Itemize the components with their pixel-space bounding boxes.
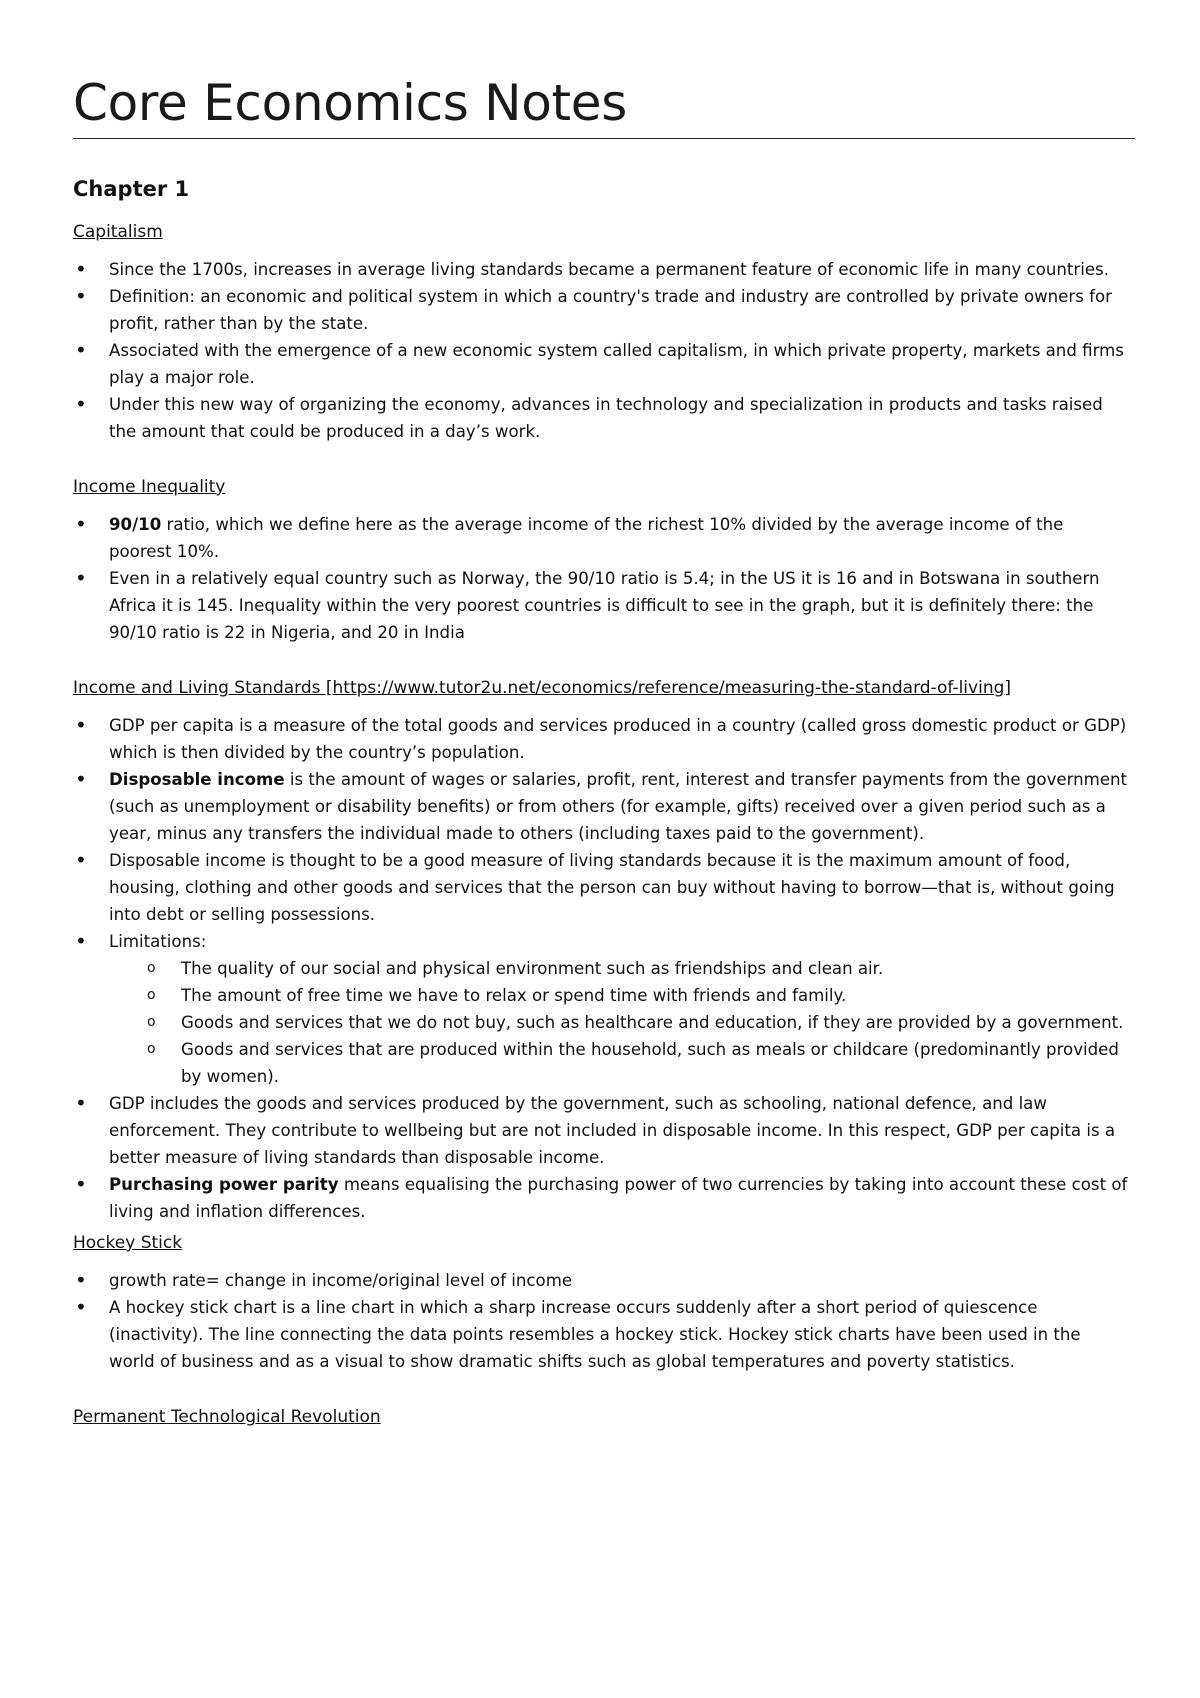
sub-list-item: o Goods and services that are produced within the household, such as meals or childcare (predominantly provided by women). [109, 1036, 1128, 1090]
term-ppp: Purchasing power parity [109, 1175, 339, 1194]
page-title: Core Economics Notes [73, 74, 628, 132]
section-heading-living-standards: Income and Living Standards [https://www.tutor2u.net/economics/reference/measuring-the-standard-of-living] [73, 678, 1012, 698]
title-divider [73, 138, 1135, 139]
section-heading-capitalism: Capitalism [73, 222, 163, 242]
list-item: • Associated with the emergence of a new economic system called capitalism, in which private property, markets and firms play a major role. [73, 337, 1128, 391]
term-disposable-income: Disposable income [109, 770, 285, 789]
list-item: • Disposable income is thought to be a good measure of living standards because it is the maximum amount of food, housing, clothing and other goods and services that the person can buy without having to borrow—that is, without going into debt or selling possessions. [73, 847, 1128, 928]
list-item: • Even in a relatively equal country such as Norway, the 90/10 ratio is 5.4; in the US it is 16 and in Botswana in southern Africa it is 145. Inequality within the very poorest countries is difficult to see in the graph, but it is definitely there: the 90/10 ratio is 22 in Nigeria, and 20 in India [73, 565, 1128, 646]
list-item: • A hockey stick chart is a line chart in which a sharp increase occurs suddenly after a short period of quiescence (inactivity). The line connecting the data points resembles a hockey stick. Hockey stick charts have been used in the world of business and as a visual to show dramatic shifts such as global temperatures and poverty statistics. [73, 1294, 1128, 1375]
list-item: • Since the 1700s, increases in average living standards became a permanent feature of economic life in many countries. [73, 256, 1128, 283]
sub-list-item: o Goods and services that we do not buy, such as healthcare and education, if they are provided by a government. [109, 1009, 1128, 1036]
list-item-text: is the amount of wages or salaries, profit, rent, interest and transfer payments from the government (such as unemployment or disability benefits) or from others (for example, gifts) received over a given period such as a year, minus any transfers the individual made to others (including taxes paid to the government). [109, 770, 1128, 843]
list-item: • GDP includes the goods and services produced by the government, such as schooling, national defence, and law enforcement. They contribute to wellbeing but are not included in disposable income. In this respect, GDP per capita is a better measure of living standards than disposable income. [73, 1090, 1128, 1171]
limitations-list [109, 955, 1128, 1090]
list-item [73, 511, 1128, 565]
list-item [73, 1171, 1128, 1225]
list-item [73, 766, 1128, 847]
list-item-text: ratio, which we define here as the average income of the richest 10% divided by the average income of the poorest 10%. [109, 515, 1064, 561]
inequality-list [73, 511, 1128, 646]
chapter-heading: Chapter 1 [73, 177, 190, 201]
sub-list-item: o The quality of our social and physical environment such as friendships and clean air. [109, 955, 1128, 982]
list-item: • growth rate= change in income/original level of income [73, 1267, 1128, 1294]
sub-list-item: o The amount of free time we have to relax or spend time with friends and family. [109, 982, 1128, 1009]
section-heading-hockey-stick: Hockey Stick [73, 1233, 183, 1253]
list-item: • GDP per capita is a measure of the total goods and services produced in a country (called gross domestic product or GDP) which is then divided by the country’s population. [73, 712, 1128, 766]
living-standards-list [73, 712, 1128, 1225]
list-item [73, 928, 1128, 1090]
capitalism-list [73, 256, 1128, 445]
list-item: • Under this new way of organizing the economy, advances in technology and specialization in products and tasks raised the amount that could be produced in a day’s work. [73, 391, 1128, 445]
hockey-stick-list [73, 1267, 1128, 1375]
limitations-label: Limitations: [109, 932, 207, 951]
section-heading-tech-revolution: Permanent Technological Revolution [73, 1407, 381, 1427]
section-heading-income-inequality: Income Inequality [73, 477, 226, 497]
term-90-10: 90/10 [109, 515, 162, 534]
list-item: • Definition: an economic and political system in which a country's trade and industry are controlled by private owners for profit, rather than by the state. [73, 283, 1128, 337]
list-item-text: means equalising the purchasing power of two currencies by taking into account these cost of living and inflation differences. [109, 1175, 1128, 1221]
